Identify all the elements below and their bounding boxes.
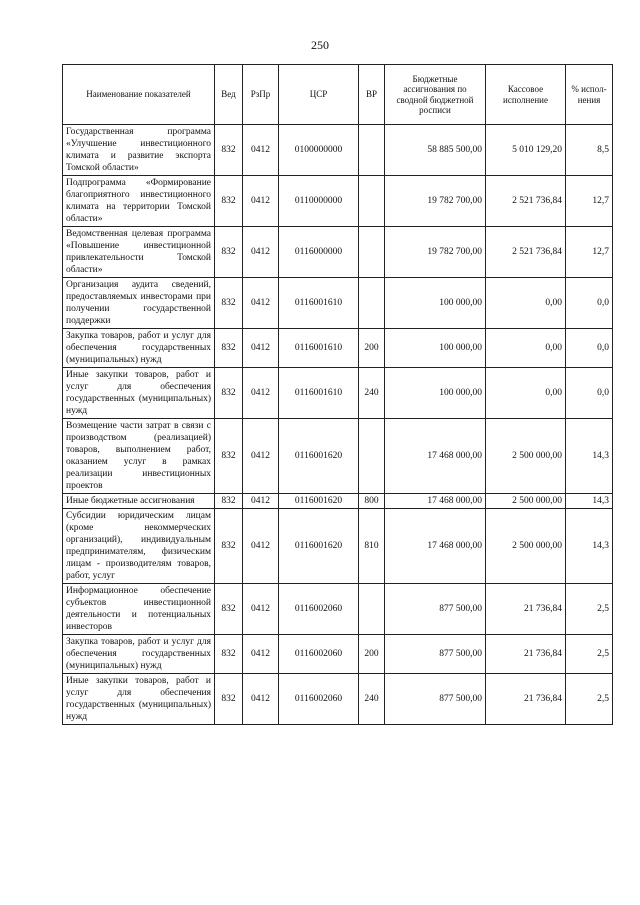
row-rzpr: 0412 xyxy=(243,494,279,509)
row-csr: 0116002060 xyxy=(279,635,359,674)
header-cash: Кассовое исполнение xyxy=(486,65,566,125)
row-name: Иные закупки товаров, работ и услуг для обеспечения государственных (муниципальных) нужд xyxy=(63,368,215,419)
row-plan: 17 468 000,00 xyxy=(385,419,486,494)
row-ved: 832 xyxy=(215,674,243,725)
row-rzpr: 0412 xyxy=(243,329,279,368)
row-pct: 2,5 xyxy=(566,674,613,725)
row-name: Организация аудита сведений, предоставляемых инвесторами при получении государственной поддержки xyxy=(63,278,215,329)
table-row xyxy=(63,674,613,725)
row-ved: 832 xyxy=(215,329,243,368)
row-rzpr: 0412 xyxy=(243,278,279,329)
row-csr: 0116001610 xyxy=(279,368,359,419)
row-cash: 2 500 000,00 xyxy=(486,494,566,509)
row-plan: 877 500,00 xyxy=(385,674,486,725)
budget-table xyxy=(62,64,613,725)
row-csr: 0110000000 xyxy=(279,176,359,227)
table-row xyxy=(63,635,613,674)
row-pct: 12,7 xyxy=(566,176,613,227)
header-plan: Бюджетные ассигнования по сводной бюджетной росписи xyxy=(385,65,486,125)
row-plan: 100 000,00 xyxy=(385,329,486,368)
row-cash: 0,00 xyxy=(486,329,566,368)
row-plan: 58 885 500,00 xyxy=(385,125,486,176)
header-pct: % испол-нения xyxy=(566,65,613,125)
table-row xyxy=(63,509,613,584)
row-rzpr: 0412 xyxy=(243,125,279,176)
row-ved: 832 xyxy=(215,635,243,674)
row-cash: 2 521 736,84 xyxy=(486,176,566,227)
row-plan: 877 500,00 xyxy=(385,635,486,674)
row-rzpr: 0412 xyxy=(243,227,279,278)
row-name: Субсидии юридическим лицам (кроме некоммерческих организаций), индивидуальным предпринимателям, физическим лицам - производителям товаров, работ, услуг xyxy=(63,509,215,584)
row-ved: 832 xyxy=(215,125,243,176)
header-rzpr: РзПр xyxy=(243,65,279,125)
row-pct: 0,0 xyxy=(566,368,613,419)
row-csr: 0116002060 xyxy=(279,674,359,725)
row-csr: 0116000000 xyxy=(279,227,359,278)
row-pct: 2,5 xyxy=(566,635,613,674)
row-pct: 0,0 xyxy=(566,329,613,368)
table-row xyxy=(63,227,613,278)
row-ved: 832 xyxy=(215,509,243,584)
row-ved: 832 xyxy=(215,227,243,278)
row-pct: 14,3 xyxy=(566,494,613,509)
row-csr: 0116001620 xyxy=(279,509,359,584)
table-row xyxy=(63,368,613,419)
row-vr xyxy=(359,125,385,176)
row-plan: 877 500,00 xyxy=(385,584,486,635)
row-plan: 100 000,00 xyxy=(385,278,486,329)
table-row xyxy=(63,494,613,509)
row-cash: 21 736,84 xyxy=(486,584,566,635)
row-cash: 21 736,84 xyxy=(486,674,566,725)
row-name: Иные бюджетные ассигнования xyxy=(63,494,215,509)
row-vr: 240 xyxy=(359,368,385,419)
row-cash: 2 500 000,00 xyxy=(486,509,566,584)
row-csr: 0100000000 xyxy=(279,125,359,176)
row-vr xyxy=(359,584,385,635)
row-ved: 832 xyxy=(215,584,243,635)
row-csr: 0116001620 xyxy=(279,419,359,494)
row-vr xyxy=(359,176,385,227)
row-vr: 800 xyxy=(359,494,385,509)
table-row xyxy=(63,584,613,635)
row-plan: 19 782 700,00 xyxy=(385,227,486,278)
row-ved: 832 xyxy=(215,419,243,494)
table-row xyxy=(63,329,613,368)
row-vr: 200 xyxy=(359,635,385,674)
row-name: Закупка товаров, работ и услуг для обеспечения государственных (муниципальных) нужд xyxy=(63,329,215,368)
row-rzpr: 0412 xyxy=(243,368,279,419)
row-cash: 2 521 736,84 xyxy=(486,227,566,278)
row-ved: 832 xyxy=(215,176,243,227)
header-vr: ВР xyxy=(359,65,385,125)
row-name: Возмещение части затрат в связи с производством (реализацией) товаров, выполнением работ, оказанием услуг в рамках реализации инвестиционных проектов xyxy=(63,419,215,494)
row-csr: 0116002060 xyxy=(279,584,359,635)
row-rzpr: 0412 xyxy=(243,674,279,725)
table-row xyxy=(63,176,613,227)
header-ved: Вед xyxy=(215,65,243,125)
header-csr: ЦСР xyxy=(279,65,359,125)
row-ved: 832 xyxy=(215,494,243,509)
row-ved: 832 xyxy=(215,368,243,419)
table-row xyxy=(63,419,613,494)
row-pct: 12,7 xyxy=(566,227,613,278)
page-number: 250 xyxy=(311,38,329,52)
row-plan: 19 782 700,00 xyxy=(385,176,486,227)
header-name: Наименование показателей xyxy=(63,65,215,125)
row-name: Информационное обеспечение субъектов инвестиционной деятельности и потенциальных инвесторов xyxy=(63,584,215,635)
row-rzpr: 0412 xyxy=(243,584,279,635)
row-vr xyxy=(359,227,385,278)
row-vr: 810 xyxy=(359,509,385,584)
table-row xyxy=(63,278,613,329)
row-name: Подпрограмма «Формирование благоприятного инвестиционного климата на территории Томской области» xyxy=(63,176,215,227)
row-name: Закупка товаров, работ и услуг для обеспечения государственных (муниципальных) нужд xyxy=(63,635,215,674)
row-vr xyxy=(359,278,385,329)
row-ved: 832 xyxy=(215,278,243,329)
row-pct: 14,3 xyxy=(566,509,613,584)
row-cash: 21 736,84 xyxy=(486,635,566,674)
row-csr: 0116001610 xyxy=(279,278,359,329)
header-row xyxy=(63,65,613,125)
row-pct: 0,0 xyxy=(566,278,613,329)
row-rzpr: 0412 xyxy=(243,635,279,674)
row-vr: 240 xyxy=(359,674,385,725)
row-plan: 17 468 000,00 xyxy=(385,494,486,509)
row-plan: 17 468 000,00 xyxy=(385,509,486,584)
row-cash: 2 500 000,00 xyxy=(486,419,566,494)
row-cash: 5 010 129,20 xyxy=(486,125,566,176)
row-vr xyxy=(359,419,385,494)
row-rzpr: 0412 xyxy=(243,419,279,494)
row-rzpr: 0412 xyxy=(243,509,279,584)
row-csr: 0116001610 xyxy=(279,329,359,368)
row-name: Ведомственная целевая программа «Повышение инвестиционной привлекательности Томской области» xyxy=(63,227,215,278)
row-plan: 100 000,00 xyxy=(385,368,486,419)
row-cash: 0,00 xyxy=(486,368,566,419)
row-cash: 0,00 xyxy=(486,278,566,329)
row-vr: 200 xyxy=(359,329,385,368)
row-csr: 0116001620 xyxy=(279,494,359,509)
row-pct: 2,5 xyxy=(566,584,613,635)
row-pct: 8,5 xyxy=(566,125,613,176)
row-name: Иные закупки товаров, работ и услуг для обеспечения государственных (муниципальных) нужд xyxy=(63,674,215,725)
table-row xyxy=(63,125,613,176)
row-pct: 14,3 xyxy=(566,419,613,494)
row-rzpr: 0412 xyxy=(243,176,279,227)
row-name: Государственная программа «Улучшение инвестиционного климата и развитие экспорта Томской области» xyxy=(63,125,215,176)
